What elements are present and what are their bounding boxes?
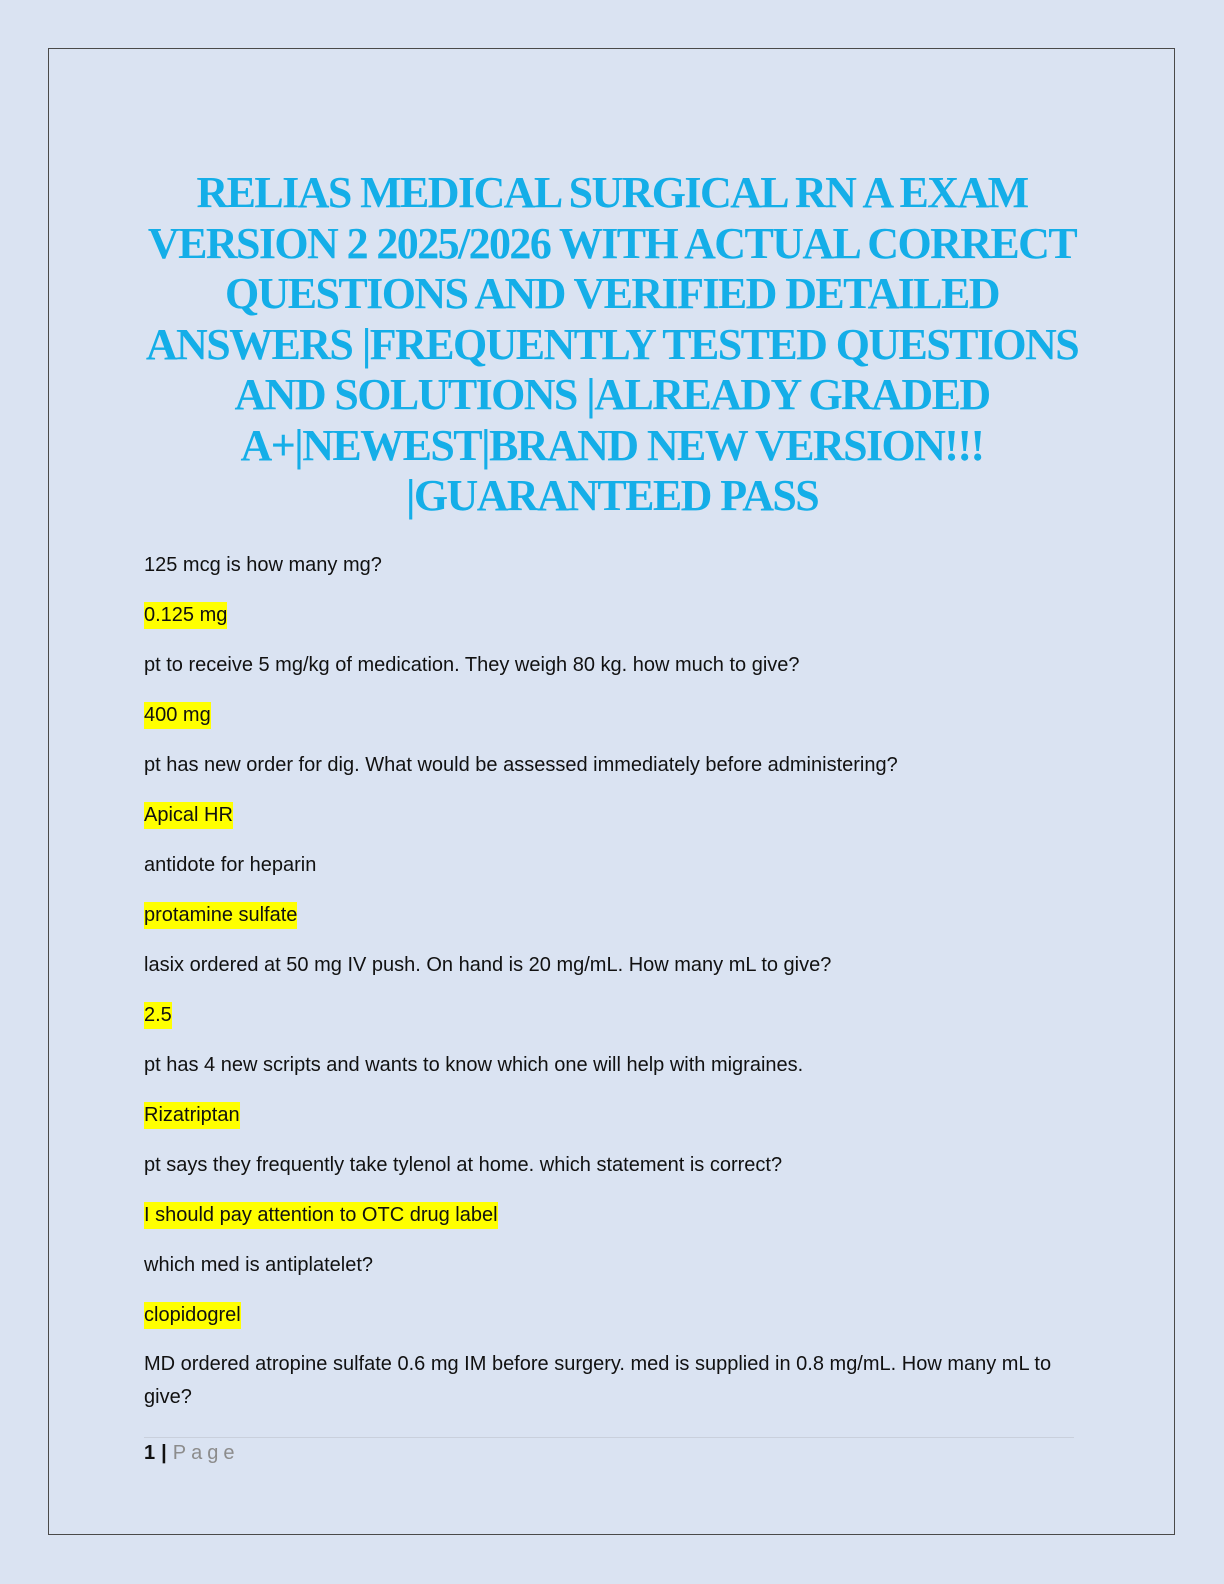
answer-text <box>144 1304 1084 1354</box>
answer-text <box>144 804 1084 854</box>
question-text: pt has 4 new scripts and wants to know which one will help with migraines. <box>144 1054 804 1076</box>
document-title: RELIAS MEDICAL SURGICAL RN A EXAM VERSION 2 2025/2026 WITH ACTUAL CORRECT QUESTIONS AND VERIFIED DETAILED ANSWERS |FREQUENTLY TESTED QUESTIONS AND SOLUTIONS |ALREADY GRADED A+|NEWEST|BRAND NEW VERSION!!! |GUARANTEED PASS <box>145 168 1079 520</box>
answer-highlight: Rizatriptan <box>144 1102 240 1129</box>
answer-highlight: 0.125 mg <box>144 602 227 629</box>
qa-list <box>144 554 1084 1414</box>
question-text: pt to receive 5 mg/kg of medication. They weigh 80 kg. how much to give? <box>144 654 800 676</box>
answer-highlight: Apical HR <box>144 802 233 829</box>
question-text: pt has new order for dig. What would be assessed immediately before administering? <box>144 754 898 776</box>
answer-highlight: I should pay attention to OTC drug label <box>144 1202 498 1229</box>
answer-text <box>144 604 1084 654</box>
answer-highlight: 2.5 <box>144 1002 172 1029</box>
question-text: 125 mcg is how many mg? <box>144 554 382 576</box>
question-text: which med is antiplatelet? <box>144 1254 374 1276</box>
question-text: lasix ordered at 50 mg IV push. On hand is 20 mg/mL. How many mL to give? <box>144 954 832 976</box>
footer-divider <box>144 1437 1074 1438</box>
footer-separator: | <box>161 1442 167 1464</box>
answer-highlight: 400 mg <box>144 702 211 729</box>
page-label: Page <box>172 1442 240 1464</box>
answer-text <box>144 1104 1084 1154</box>
question-text: MD ordered atropine sulfate 0.6 mg IM before surgery. med is supplied in 0.8 mg/mL. How many mL to give? <box>144 1353 1052 1408</box>
question-text: pt says they frequently take tylenol at home. which statement is correct? <box>144 1154 783 1176</box>
question-text: antidote for heparin <box>144 854 317 876</box>
answer-text <box>144 1004 1084 1054</box>
answer-text <box>144 1204 1084 1254</box>
answer-highlight: clopidogrel <box>144 1302 241 1329</box>
page-number: 1 <box>144 1442 156 1464</box>
answer-text <box>144 704 1084 754</box>
answer-text <box>144 904 1084 954</box>
page-footer <box>144 1442 239 1465</box>
answer-highlight: protamine sulfate <box>144 902 297 929</box>
